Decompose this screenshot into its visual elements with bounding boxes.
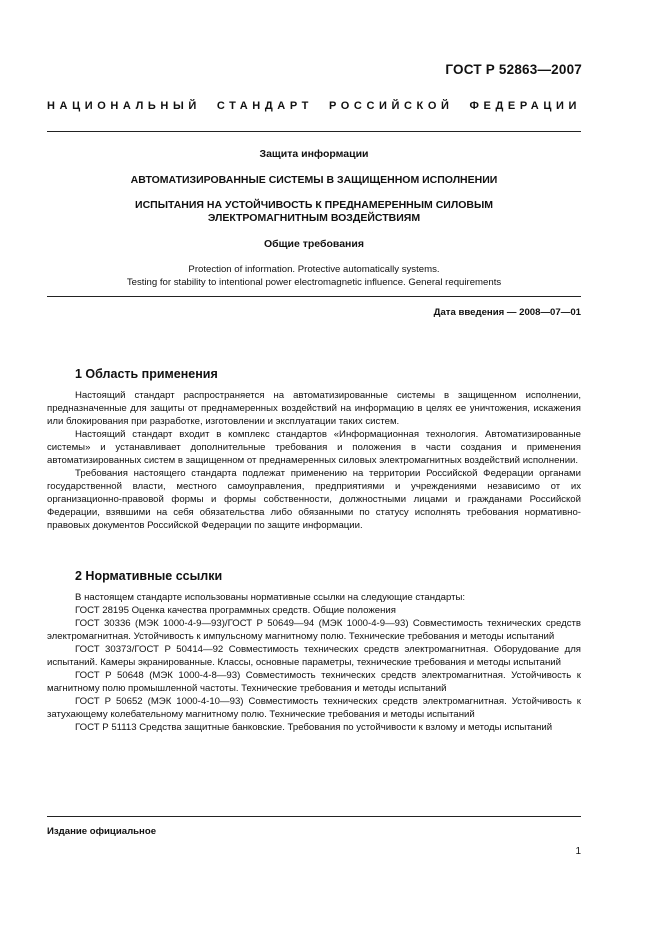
- national-standard-banner: НАЦИОНАЛЬНЫЙ СТАНДАРТ РОССИЙСКОЙ ФЕДЕРАЦИИ: [47, 100, 581, 112]
- title-rule: [47, 296, 581, 297]
- section-2-body: [47, 591, 581, 734]
- category-title: Защита информации: [259, 148, 369, 160]
- section-1-paragraph: Настоящий стандарт входит в комплекс стандартов «Информационная технология. Автоматизированные системы» и устанавливает дополнительные требования и положения в части создания и применения автоматизированных систем в защищенном от преднамеренных силовых электромагнитных воздействий исполнении.: [47, 429, 581, 466]
- header-rule: [47, 131, 581, 132]
- reference-item: ГОСТ Р 50652 (МЭК 1000-4-10—93) Совместимость технических средств электромагнитная. Устойчивость к затухающему колебательному магнитному полю. Технические требования и методы испытаний: [47, 696, 581, 720]
- main-title-line1: АВТОМАТИЗИРОВАННЫЕ СИСТЕМЫ В ЗАЩИЩЕННОМ ИСПОЛНЕНИИ: [130, 174, 498, 186]
- introduction-date: Дата введения — 2008—07—01: [433, 307, 581, 318]
- reference-item: ГОСТ 30336 (МЭК 1000-4-9—93)/ГОСТ Р 50649—94 (МЭК 1000-4-9—93) Совместимость технических средств электромагнитная. Устойчивость к импульсному магнитному полю. Технические требования и методы испытаний: [47, 618, 581, 642]
- reference-item: ГОСТ Р 51113 Средства защитные банковские. Требования по устойчивости к взлому и методы испытаний: [75, 722, 553, 733]
- section-1-paragraph: Требования настоящего стандарта подлежат применению на территории Российской Федерации органами государственной власти, местного самоуправления, предприятиями и учреждениями независимо от их организационно-правовой формы и формы собственности, должностными лицами и гражданами Российской Федерации, взявшими на себя обязательства либо обязанными по статусу исполнять требования нормативно-правовых документов Российской Федерации по защите информации.: [47, 468, 581, 531]
- reference-item: В настоящем стандарте использованы нормативные ссылки на следующие стандарты:: [75, 592, 466, 603]
- official-edition-label: Издание официальное: [47, 826, 157, 837]
- main-title-line3: ЭЛЕКТРОМАГНИТНЫМ ВОЗДЕЙСТВИЯМ: [207, 212, 421, 224]
- section-1-body: [47, 389, 581, 532]
- reference-item: ГОСТ 28195 Оценка качества программных средств. Общие положения: [75, 605, 396, 616]
- section-1-paragraph: Настоящий стандарт распространяется на автоматизированные системы в защищенном исполнении, предназначенные для защиты от преднамеренных воздействий на информацию в целях ее уничтожения, искажения или блокирования при разработке, изготовлении и эксплуатации таких систем.: [47, 390, 581, 427]
- section-2-heading: 2 Нормативные ссылки: [75, 569, 223, 583]
- document-code: ГОСТ Р 52863—2007: [445, 62, 582, 77]
- reference-item: ГОСТ Р 50648 (МЭК 1000-4-8—93) Совместимость технических средств электромагнитная. Устойчивость к магнитному полю промышленной частоты. Технические требования и методы испытаний: [47, 670, 581, 694]
- section-1-heading: 1 Область применения: [75, 367, 218, 381]
- subtitle: Общие требования: [264, 238, 364, 250]
- footer-rule: [47, 816, 581, 817]
- english-title-line2: Testing for stability to intentional power electromagnetic influence. General requirements: [126, 277, 502, 288]
- page-number: 1: [575, 846, 581, 857]
- reference-item: ГОСТ 30373/ГОСТ Р 50414—92 Совместимость технических средств электромагнитная. Оборудование для испытаний. Камеры экранированные. Классы, основные параметры, технические требования и методы испытаний: [47, 644, 581, 668]
- english-title-line1: Protection of information. Protective automatically systems.: [188, 264, 440, 275]
- main-title-line2: ИСПЫТАНИЯ НА УСТОЙЧИВОСТЬ К ПРЕДНАМЕРЕННЫМ СИЛОВЫМ: [135, 199, 493, 211]
